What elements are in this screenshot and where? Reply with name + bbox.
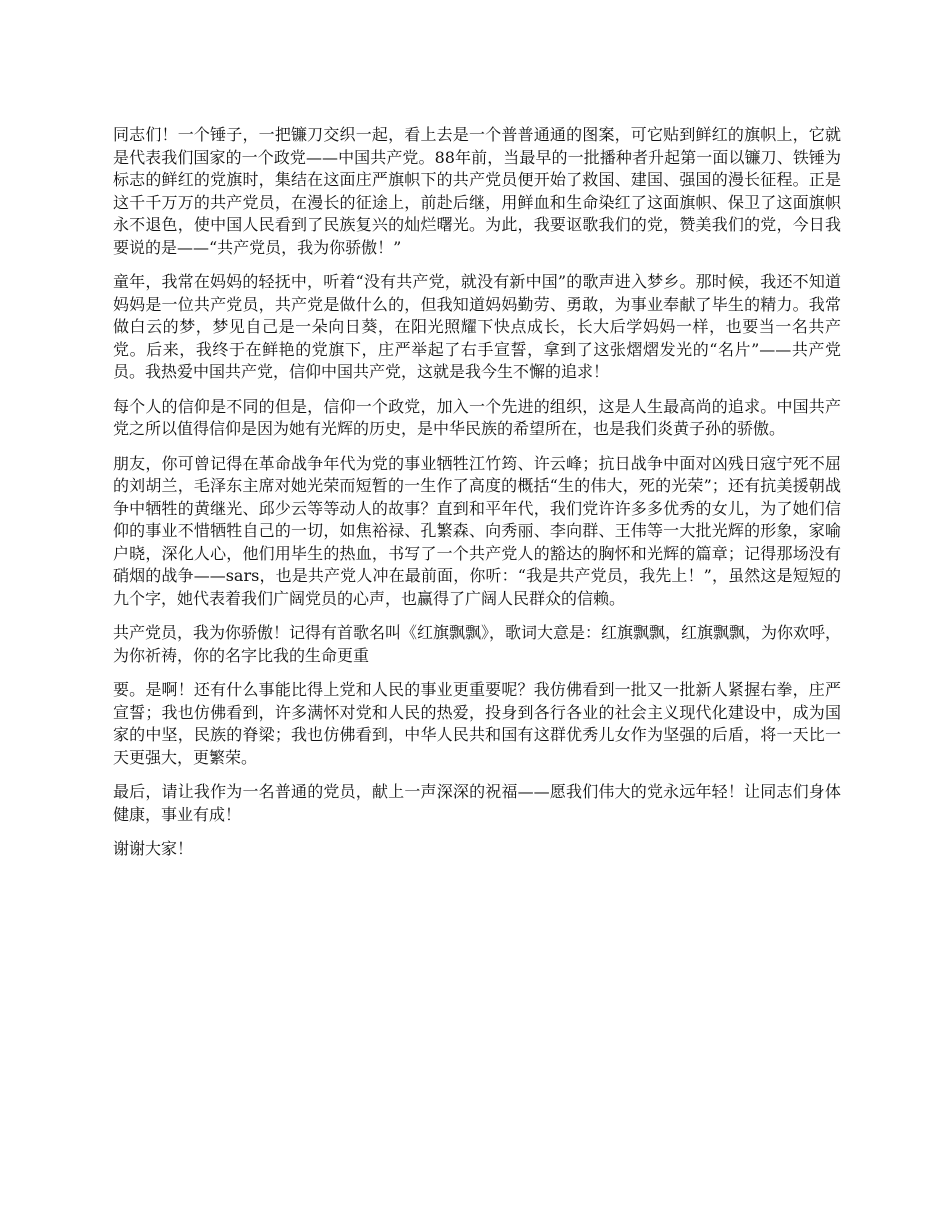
paragraph-opening: 同志们！一个锤子，一把镰刀交织一起，看上去是一个普普通通的图案，可它贴到鲜红的旗帜上，它就是代表我们国家的一个政党——中国共产党。88年前，当最早的一批播种者升起第一面以镰刀、铁锤为标志的鲜红的党旗时，集结在这面庄严旗帜下的共产党员便开始了救国、建国、强国的漫长征程。正是这千千万万的共产党员，在漫长的征途上，前赴后继，用鲜血和生命染红了这面旗帜、保卫了这面旗帜永不退色，使中国人民看到了民族复兴的灿烂曙光。为此，我要讴歌我们的党，赞美我们的党，今日我要说的是——“共产党员，我为你骄傲！” [113,125,841,257]
paragraph-heroes: 朋友，你可曾记得在革命战争年代为党的事业牺牲江竹筠、许云峰；抗日战争中面对凶残日寇宁死不屈的刘胡兰，毛泽东主席对她光荣而短暂的一生作了高度的概括“生的伟大，死的光荣”；还有抗美援朝战争中牺牲的黄继光、邱少云等等动人的故事？直到和平年代，我们党许许多多优秀的女儿，为了她们信仰的事业不惜牺牲自己的一切，如焦裕禄、孔繁森、向秀丽、李向群、王伟等一大批光辉的形象，家喻户晓，深化人心，他们用毕生的热血，书写了一个共产党人的豁达的胸怀和光辉的篇章；记得那场没有硝烟的战争——sars，也是共产党人冲在最前面，你听：“我是共产党员，我先上！”，虽然这是短短的九个字，她代表着我们广阔党员的心声，也赢得了广阔人民群众的信赖。 [113,453,841,608]
paragraph-thanks: 谢谢大家！ [113,839,194,858]
paragraph-closing: 最后，请让我作为一名普通的党员，献上一声深深的祝福——愿我们伟大的党永远年轻！让同志们身体健康，事业有成！ [113,782,841,824]
document-page [113,124,841,873]
paragraph-vision: 要。是啊！还有什么事能比得上党和人民的事业更重要呢？我仿佛看到一批又一批新人紧握右拳，庄严宣誓；我也仿佛看到，许多满怀对党和人民的热爱，投身到各行各业的社会主义现代化建设中，成为国家的中坚，民族的脊梁；我也仿佛看到，中华人民共和国有这群优秀儿女作为坚强的后盾，将一天比一天更强大，更繁荣。 [113,680,841,767]
paragraph-childhood: 童年，我常在妈妈的轻抚中，听着“没有共产党，就没有新中国”的歌声进入梦乡。那时候，我还不知道妈妈是一位共产党员，共产党是做什么的，但我知道妈妈勤劳、勇敢，为事业奉献了毕生的精力。我常做白云的梦，梦见自己是一朵向日葵，在阳光照耀下快点成长，长大后学妈妈一样，也要当一名共产党。后来，我终于在鲜艳的党旗下，庄严举起了右手宣誓，拿到了这张熠熠发光的“名片”——共产党员。我热爱中国共产党，信仰中国共产党，这就是我今生不懈的追求！ [113,272,841,381]
paragraph-song: 共产党员，我为你骄傲！记得有首歌名叫《红旗飘飘》，歌词大意是：红旗飘飘，红旗飘飘，为你欢呼，为你祈祷，你的名字比我的生命更重 [113,623,842,665]
paragraph-belief: 每个人的信仰是不同的但是，信仰一个政党，加入一个先进的组织，这是人生最高尚的追求。中国共产党之所以值得信仰是因为她有光辉的历史，是中华民族的希望所在，也是我们炎黄子孙的骄傲。 [113,396,841,438]
